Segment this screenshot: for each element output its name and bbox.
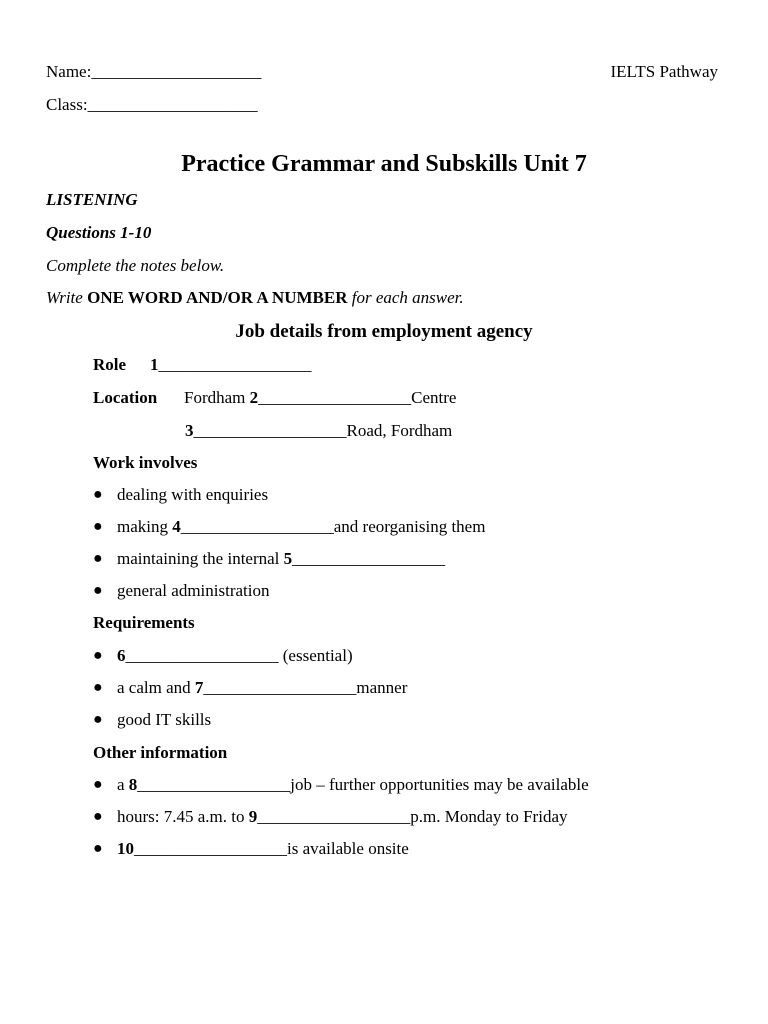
question-number: 9 (248, 807, 258, 826)
answer-blank[interactable]: __________________ (292, 549, 446, 568)
requirements-heading: Requirements (93, 613, 195, 632)
bullet-icon: ● (93, 647, 103, 664)
question-number: 4 (172, 517, 181, 536)
answer-blank[interactable]: __________________ (258, 388, 412, 407)
question-number: 7 (194, 678, 204, 697)
questions-heading: Questions 1-10 (46, 223, 152, 242)
question-number: 5 (283, 549, 293, 568)
question-number: 10 (117, 839, 134, 858)
bullet-icon: ● (93, 486, 103, 503)
list-item: general administration (117, 581, 270, 600)
instruction-emphasis: ONE WORD AND/OR A NUMBER (87, 288, 348, 307)
class-blank[interactable]: ____________________ (87, 95, 258, 114)
answer-line-2[interactable]: Fordham 2__________________Centre (184, 388, 457, 407)
bullet-icon: ● (93, 711, 103, 728)
answer-blank[interactable]: __________________ (125, 646, 279, 665)
brand-label: IELTS Pathway (610, 62, 718, 81)
bullet-icon: ● (93, 808, 103, 825)
work-heading: Work involves (93, 453, 198, 472)
name-line (46, 62, 261, 82)
list-item: dealing with enquiries (117, 485, 269, 504)
section-heading: LISTENING (46, 190, 138, 209)
location-label: Location (93, 388, 158, 407)
answer-line-6[interactable]: 6__________________ (essential) (117, 646, 353, 665)
question-number: 6 (117, 646, 126, 665)
question-number: 2 (249, 388, 259, 407)
answer-blank[interactable]: __________________ (193, 421, 347, 440)
list-item: good IT skills (117, 710, 212, 729)
name-blank[interactable]: ____________________ (91, 62, 262, 81)
answer-line-9[interactable]: hours: 7.45 a.m. to 9__________________p.m. Monday to Friday (117, 807, 568, 826)
instruction-complete: Complete the notes below. (46, 256, 225, 275)
page-title: Practice Grammar and Subskills Unit 7 (181, 151, 587, 177)
bullet-icon: ● (93, 776, 103, 793)
notes-title: Job details from employment agency (235, 321, 533, 342)
answer-blank[interactable]: __________________ (180, 517, 334, 536)
role-label: Role (93, 355, 127, 374)
bullet-icon: ● (93, 840, 103, 857)
instruction-write: Write ONE WORD AND/OR A NUMBER for each answer. (46, 288, 464, 307)
bullet-icon: ● (93, 679, 103, 696)
answer-line-1[interactable] (150, 355, 312, 375)
bullet-icon: ● (93, 518, 103, 535)
other-heading: Other information (93, 743, 228, 762)
answer-blank[interactable]: __________________ (137, 775, 291, 794)
answer-line-3[interactable]: 3__________________Road, Fordham (185, 421, 453, 440)
answer-line-8[interactable]: a 8__________________job – further opportunities may be available (117, 775, 589, 794)
answer-line-7[interactable]: a calm and 7__________________manner (117, 678, 408, 697)
answer-blank[interactable]: __________________ (257, 807, 411, 826)
answer-blank[interactable]: __________________ (158, 355, 312, 374)
answer-blank[interactable]: __________________ (134, 839, 287, 858)
answer-line-5[interactable]: maintaining the internal 5__________________ (117, 549, 446, 568)
question-number: 3 (185, 421, 194, 440)
answer-blank[interactable]: __________________ (203, 678, 357, 697)
answer-line-10[interactable]: 10__________________is available onsite (117, 839, 409, 858)
name-label: Name: (46, 62, 92, 81)
question-number: 1 (150, 355, 159, 374)
class-label: Class: (46, 95, 88, 114)
class-line (46, 95, 258, 115)
answer-line-4[interactable]: making 4__________________and reorganising them (117, 517, 486, 536)
bullet-icon: ● (93, 582, 103, 599)
bullet-icon: ● (93, 550, 103, 567)
question-number: 8 (128, 775, 138, 794)
